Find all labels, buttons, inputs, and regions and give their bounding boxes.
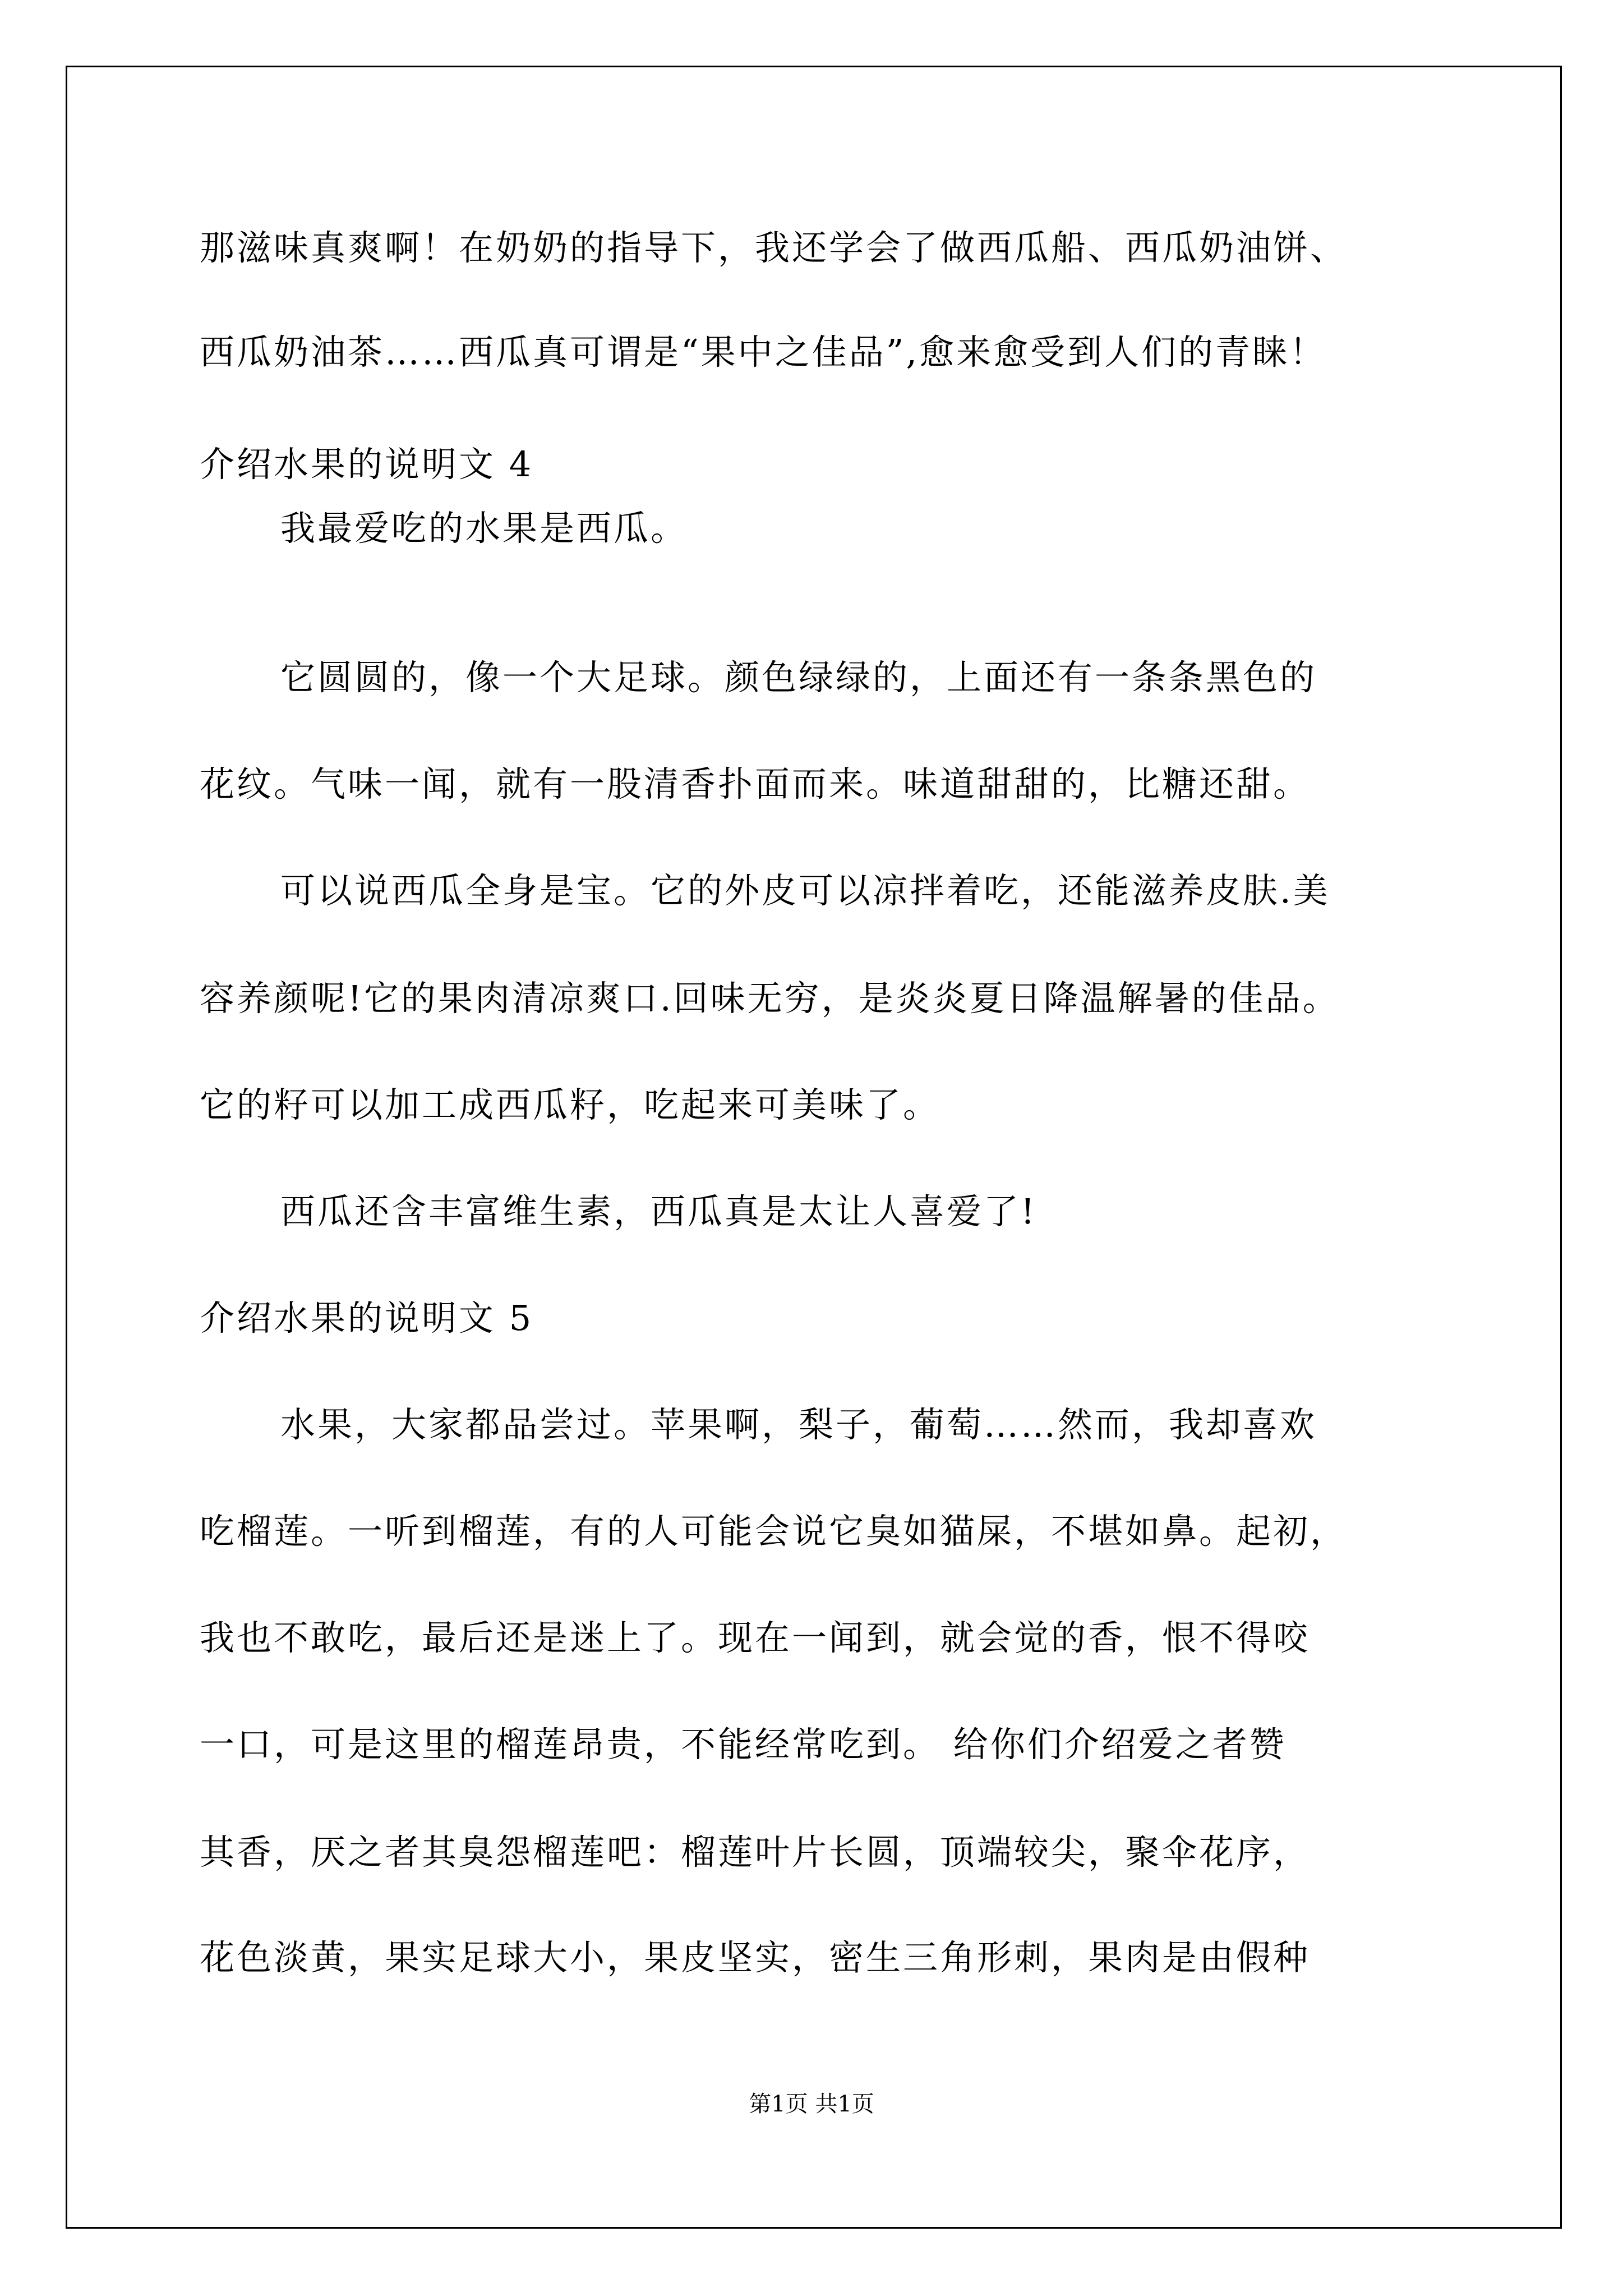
body-text-line: 我也不敢吃，最后还是迷上了。现在一闻到，就会觉的香，恨不得咬 — [200, 1617, 1311, 1658]
section-heading: 介绍水果的说明文 5 — [200, 1297, 534, 1338]
body-text-line: 花纹。气味一闻，就有一股清香扑面而来。味道甜甜的，比糖还甜。 — [200, 763, 1311, 804]
section-heading: 介绍水果的说明文 4 — [200, 444, 534, 485]
body-text-line: 它的籽可以加工成西瓜籽，吃起来可美味了。 — [200, 1084, 940, 1125]
body-text-line: 其香，厌之者其臭怨榴莲吧：榴莲叶片长圆，顶端较尖，聚伞花序， — [200, 1832, 1311, 1872]
page-footer: 第1页 共1页 — [749, 2091, 874, 2117]
body-text-line: 一口，可是这里的榴莲昂贵，不能经常吃到。 给你们介绍爱之者赞 — [200, 1724, 1287, 1765]
body-text-line: 吃榴莲。一听到榴莲，有的人可能会说它臭如猫屎，不堪如鼻。起初， — [200, 1511, 1348, 1552]
body-text-line: 水果，大家都品尝过。苹果啊，梨子，葡萄……然而，我却喜欢 — [280, 1404, 1317, 1445]
body-text-line: 它圆圆的，像一个大足球。颜色绿绿的，上面还有一条条黑色的 — [280, 657, 1317, 698]
body-text-line: 西瓜奶油茶……西瓜真可谓是“果中之佳品”,愈来愈受到人们的青睐！ — [200, 332, 1327, 372]
body-text-line: 容养颜呢!它的果肉清凉爽口.回味无穷，是炎炎夏日降温解暑的佳品。 — [200, 978, 1340, 1019]
body-text-line: 可以说西瓜全身是宝。它的外皮可以凉拌着吃，还能滋养皮肤.美 — [280, 870, 1330, 911]
page-border — [66, 66, 1562, 2229]
body-text-line: 花色淡黄，果实足球大小，果皮坚实，密生三角形刺，果肉是由假种 — [200, 1937, 1311, 1978]
body-text-line: 那滋味真爽啊！在奶奶的指导下，我还学会了做西瓜船、西瓜奶油饼、 — [200, 227, 1348, 268]
body-text-line: 我最爱吃的水果是西瓜。 — [280, 508, 688, 549]
body-text-line: 西瓜还含丰富维生素，西瓜真是太让人喜爱了! — [280, 1191, 1037, 1232]
